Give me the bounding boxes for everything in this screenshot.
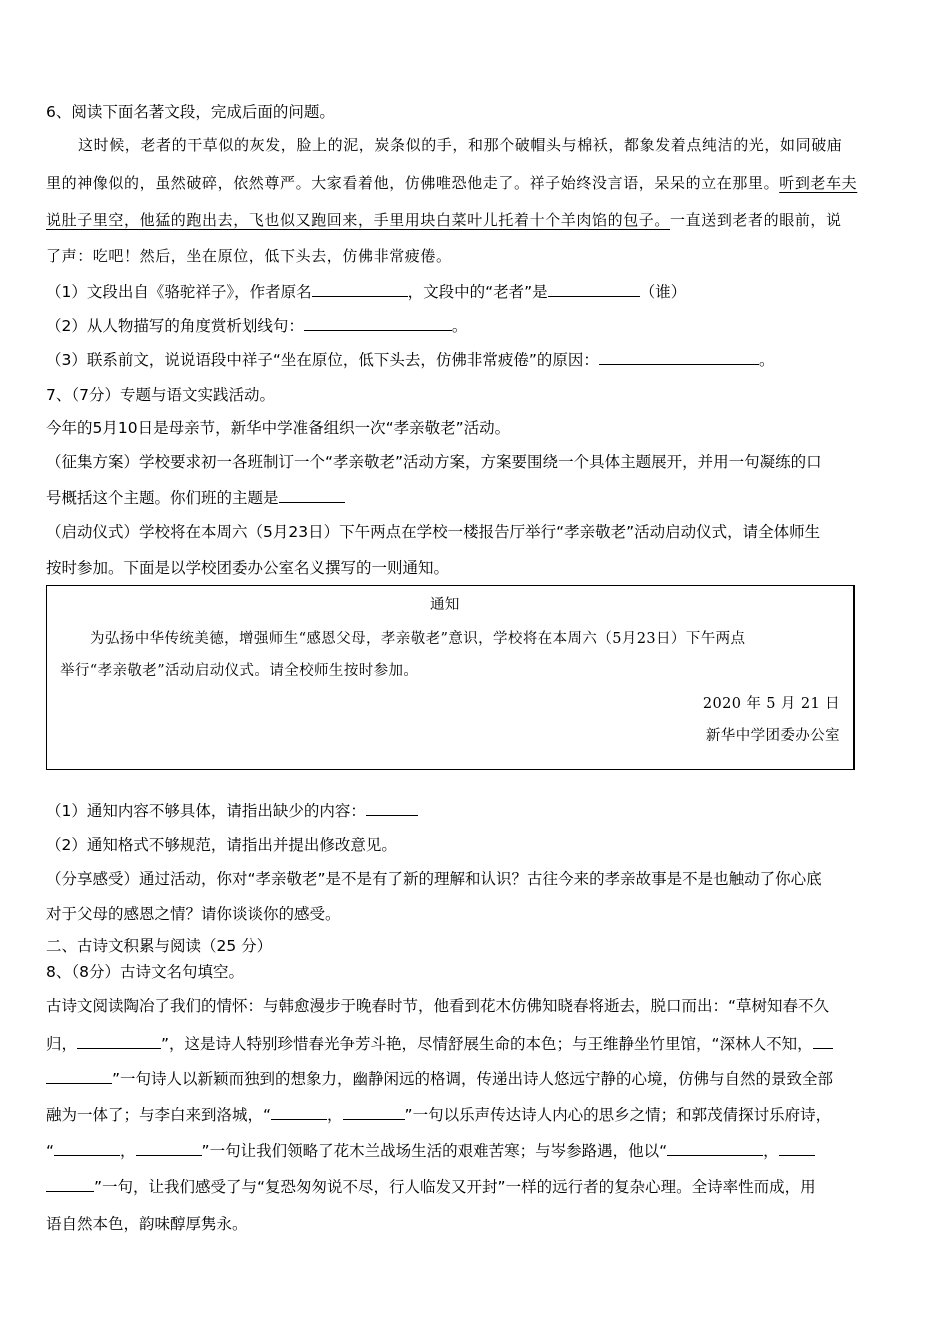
- answer-blank[interactable]: [599, 350, 759, 365]
- q8-line-7: 语自然本色，韵味醇厚隽永。: [46, 1215, 248, 1233]
- q7-plan-line-2: [46, 487, 345, 509]
- q6-passage-text: 里的神像似的，虽然破碎，依然尊严。大家看着他，仿佛唯恐他走了。祥子始终没言语，呆呆的立在那里。: [46, 174, 780, 192]
- notice-signer: 新华中学团委办公室: [705, 728, 840, 744]
- q6-sub1-text: （1）文段出自《骆驼祥子》，作者原名: [46, 283, 312, 301]
- q6-sub3-text: （3）联系前文，说说语段中祥子“坐在原位，低下头去，仿佛非常疲倦”的原因：: [46, 351, 599, 369]
- answer-blank[interactable]: [279, 488, 345, 503]
- q7-sub-question-2: （2）通知格式不够规范，请指出并提出修改意见。: [46, 836, 397, 854]
- q8-line-6: [46, 1176, 816, 1198]
- q6-underlined-sentence: 说肚子里空，他猛的跑出去，飞也似又跑回来，手里用块白菜叶儿托着十个羊肉馅的包子。: [46, 211, 671, 229]
- q8-text: ”一句诗人以新颖而独到的想象力，幽静闲远的格调，传递出诗人悠远宁静的心境，仿佛与自然的景致全部: [112, 1070, 834, 1088]
- answer-blank[interactable]: [136, 1141, 202, 1156]
- q6-sub3-text: 。: [758, 351, 775, 369]
- q7-plan-text: 号概括这个主题。你们班的主题是: [46, 489, 279, 507]
- q6-passage-line-3: [46, 209, 842, 231]
- q8-line-5: [46, 1140, 815, 1162]
- answer-blank[interactable]: [54, 1141, 120, 1156]
- answer-blank[interactable]: [366, 801, 418, 816]
- answer-blank[interactable]: [343, 1105, 405, 1120]
- q6-passage-line-4: 了声：吃吧！然后，坐在原位，低下头去，仿佛非常疲倦。: [46, 247, 452, 265]
- q8-line-2: [46, 1033, 833, 1055]
- q8-line-3: [46, 1068, 833, 1090]
- q8-text: ”一句，让我们感受了与“复恐匆匆说不尽，行人临发又开封”一样的远行者的复杂心理。全诗率性而成，用: [94, 1178, 816, 1196]
- q6-sub-question-3: [46, 349, 774, 371]
- q6-sub1-text: （谁）: [639, 283, 687, 301]
- answer-blank[interactable]: [548, 282, 640, 297]
- q8-text: 融为一体了；与李白来到洛城，“: [46, 1106, 272, 1124]
- q8-text: ”，这是诗人特别珍惜春光争芳斗艳，尽情舒展生命的本色；与王维静坐竹里馆，“深林人不知，: [161, 1035, 813, 1053]
- q6-passage-text: 一直送到老者的眼前，说: [670, 211, 842, 229]
- notice-body-line-1: 为弘扬中华传统美德，增强师生“感恩父母，孝亲敬老”意识，学校将在本周六（5月23日）下午两点: [90, 631, 746, 647]
- q6-sub-question-1: [46, 281, 686, 303]
- q8-text: ，: [120, 1142, 136, 1160]
- q7-intro: 今年的5月10日是母亲节，新华中学准备组织一次“孝亲敬老”活动。: [46, 419, 511, 437]
- q6-passage-line-1: 这时候，老者的干草似的灰发，脸上的泥，炭条似的手，和那个破帽头与棉袄，都象发着点纯洁的光，如同破庙: [78, 136, 843, 154]
- q6-sub2-text: （2）从人物描写的角度赏析划线句：: [46, 317, 304, 335]
- q7-plan-line-1: （征集方案）学校要求初一各班制订一个“孝亲敬老”活动方案，方案要围绕一个具体主题展开，并用一句凝练的口: [46, 453, 822, 471]
- answer-blank[interactable]: [312, 282, 408, 297]
- answer-blank[interactable]: [46, 1177, 94, 1192]
- answer-blank[interactable]: [304, 316, 452, 331]
- q7-title: 7、（7分）专题与语文实践活动。: [46, 386, 275, 404]
- answer-blank[interactable]: [667, 1141, 763, 1156]
- q6-sub1-text: ，文段中的“老者”是: [407, 283, 548, 301]
- notice-date: 2020 年 5 月 21 日: [702, 696, 840, 712]
- q6-sub-question-2: [46, 315, 467, 337]
- q8-text: ，: [327, 1106, 343, 1124]
- notice-title: 通知: [430, 597, 460, 613]
- answer-blank[interactable]: [271, 1105, 327, 1120]
- q7-share-line-2: 对于父母的感恩之情？请你谈谈你的感受。: [46, 905, 341, 923]
- q7-launch-line-2: 按时参加。下面是以学校团委办公室名义撰写的一则通知。: [46, 559, 450, 577]
- q6-sub2-text: 。: [451, 317, 468, 335]
- q8-line-1: 古诗文阅读陶冶了我们的情怀：与韩愈漫步于晚春时节，他看到花木仿佛知晓春将逝去，脱口而出：“草树知春不久: [46, 997, 830, 1015]
- answer-blank[interactable]: [46, 1069, 112, 1084]
- q8-text: ”一句让我们领略了花木兰战场生活的艰难苦寒；与岑参路遇，他以“: [201, 1142, 668, 1160]
- answer-blank[interactable]: [77, 1034, 161, 1049]
- section-2-heading: 二、古诗文积累与阅读（25 分）: [46, 937, 273, 955]
- q8-line-4: [46, 1104, 831, 1126]
- q7-sub-question-1: [46, 800, 418, 822]
- q7-launch-line-1: （启动仪式）学校将在本周六（5月23日）下午两点在学校一楼报告厅举行“孝亲敬老”活动启动仪式，请全体师生: [46, 523, 821, 541]
- answer-blank[interactable]: [813, 1034, 833, 1049]
- q8-text: “: [46, 1142, 55, 1160]
- q6-passage-line-2: [46, 172, 857, 194]
- q7-share-line-1: （分享感受）通过活动，你对“孝亲敬老”是不是有了新的理解和认识？古往今来的孝亲故事是不是也触动了你心底: [46, 870, 822, 888]
- notice-body-line-2: 举行“孝亲敬老”活动启动仪式。请全校师生按时参加。: [60, 663, 419, 679]
- q7-sub1-text: （1）通知内容不够具体，请指出缺少的内容：: [46, 802, 366, 820]
- q8-text: ”一句以乐声传达诗人内心的思乡之情；和郭茂倩探讨乐府诗，: [404, 1106, 832, 1124]
- q6-underlined-sentence: 听到老车夫: [779, 174, 858, 192]
- q8-text: ，: [763, 1142, 779, 1160]
- q8-title: 8、（8分）古诗文名句填空。: [46, 963, 244, 981]
- answer-blank[interactable]: [779, 1141, 815, 1156]
- q6-title: 6、阅读下面名著文段，完成后面的问题。: [46, 103, 335, 121]
- q8-text: 归，: [46, 1035, 78, 1053]
